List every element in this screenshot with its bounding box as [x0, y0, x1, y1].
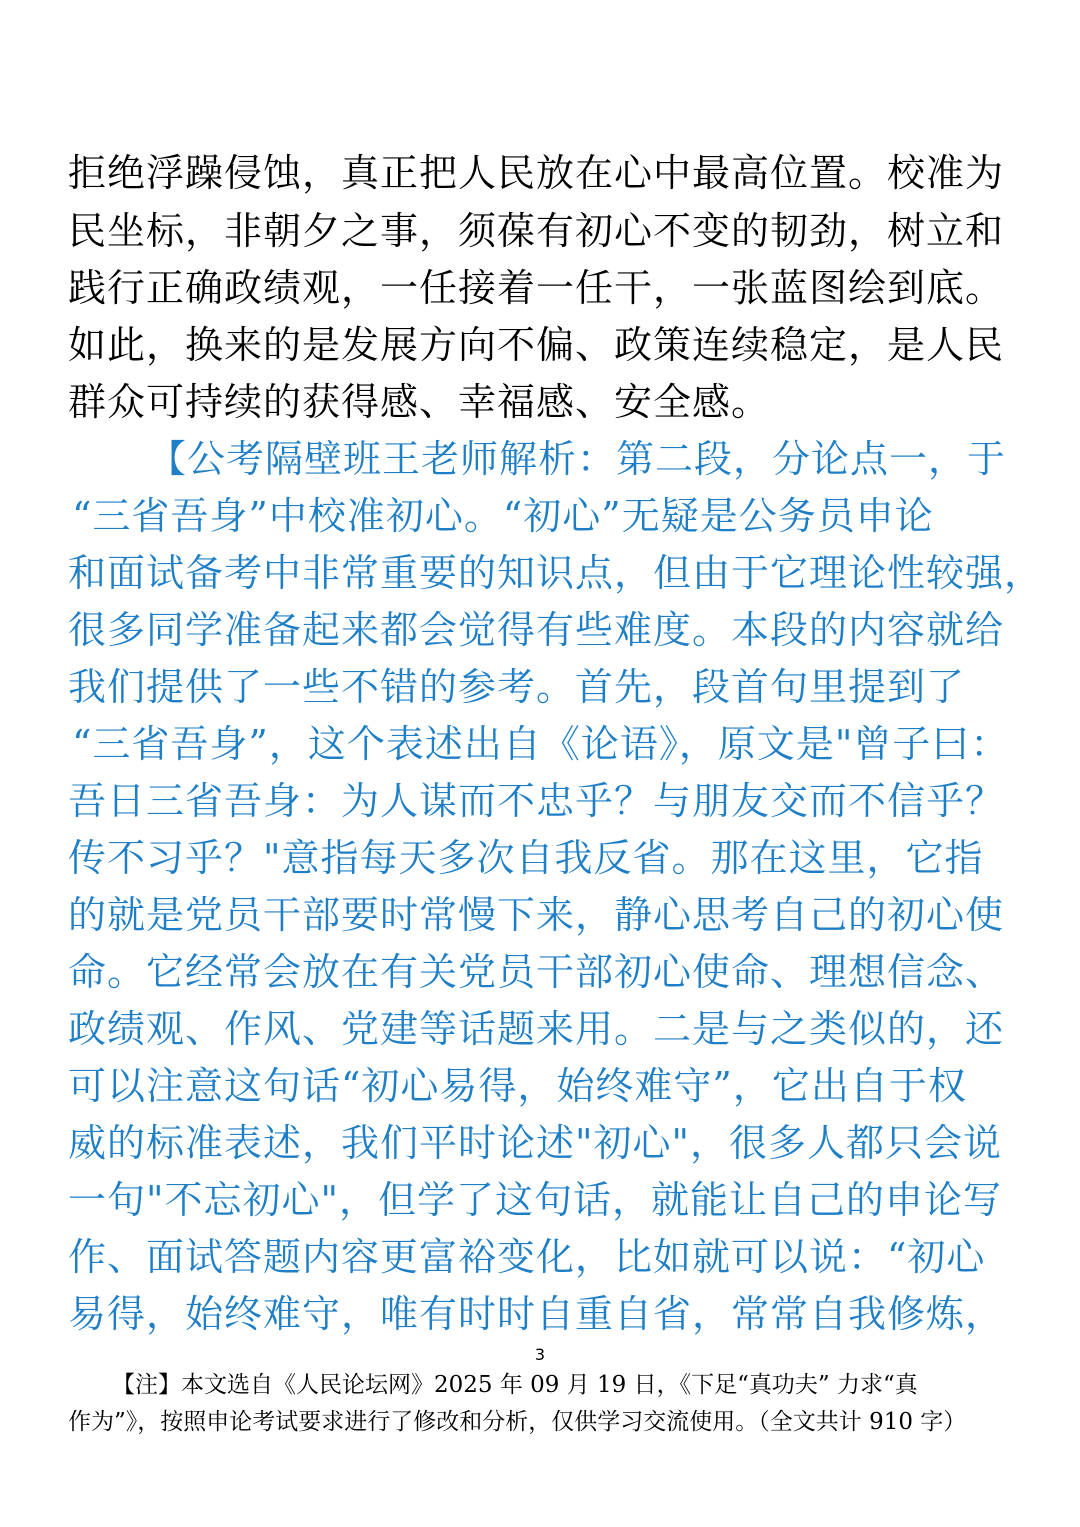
analysis-line-12: 可以注意这句话“初心易得，始终难守”，它出自于权 [68, 1064, 967, 1108]
analysis-line-10: 命。它经常会放在有关党员干部初心使命、理想信念、 [68, 950, 1005, 994]
analysis-line-4: 很多同学准备起来都会觉得有些难度。本段的内容就给 [68, 608, 1005, 652]
body-line-4: 如此，换来的是发展方向不偏、政策连续稳定，是人民 [68, 323, 1005, 367]
note-line-2: 作为”》，按照申论考试要求进行了修改和分析，仅供学习交流使用。（全文共计 910 字） [68, 1409, 967, 1435]
analysis-line-16: 易得，始终难守，唯有时时自重自省，常常自我修炼， [68, 1292, 1005, 1336]
body-line-1: 拒绝浮躁侵蚀，真正把人民放在心中最高位置。校准为 [68, 151, 1005, 195]
analysis-line-1: 【公考隔壁班王老师解析：第二段，分论点一，于 [148, 437, 1007, 481]
note-line-1: 【注】本文选自《人民论坛网》2025 年 09 月 19 日，《下足“真功夫” 力求“真 [112, 1372, 918, 1398]
analysis-line-8: 传不习乎？"意指每天多次自我反省。那在这里，它指 [68, 836, 984, 880]
body-line-5: 群众可持续的获得感、幸福感、安全感。 [68, 380, 771, 424]
analysis-line-9: 的就是党员干部要时常慢下来，静心思考自己的初心使 [68, 893, 1005, 937]
body-line-2: 民坐标，非朝夕之事，须葆有初心不变的韧劲，树立和 [68, 209, 1005, 253]
analysis-line-5: 我们提供了一些不错的参考。首先，段首句里提到了 [68, 665, 966, 709]
analysis-line-2: “三省吾身”中校准初心。“初心”无疑是公务员申论 [72, 494, 934, 538]
analysis-line-13: 威的标准表述，我们平时论述"初心"，很多人都只会说 [68, 1121, 1002, 1165]
analysis-line-14: 一句"不忘初心"，但学了这句话，就能让自己的申论写 [68, 1178, 1002, 1222]
analysis-line-6: “三省吾身”，这个表述出自《论语》，原文是"曾子曰： [72, 722, 1010, 766]
analysis-line-7: 吾日三省吾身：为人谋而不忠乎？与朋友交而不信乎？ [68, 779, 1005, 823]
analysis-line-15: 作、面试答题内容更富裕变化，比如就可以说：“初心 [68, 1235, 986, 1279]
analysis-line-11: 政绩观、作风、党建等话题来用。二是与之类似的，还 [68, 1007, 1005, 1051]
body-line-3: 践行正确政绩观，一任接着一任干，一张蓝图绘到底。 [68, 266, 1005, 310]
page-number: 3 [534, 1345, 546, 1364]
analysis-line-3: 和面试备考中非常重要的知识点，但由于它理论性较强， [68, 551, 1044, 595]
